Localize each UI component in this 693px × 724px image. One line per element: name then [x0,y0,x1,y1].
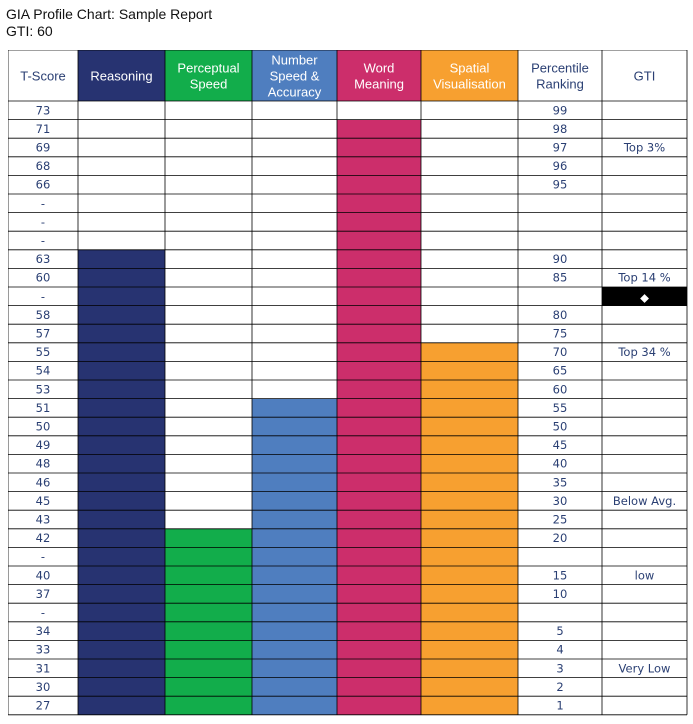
tscore-label: 55 [35,345,51,360]
tscore-label: 49 [35,438,51,453]
percentile-label: 70 [552,345,568,360]
percentile-label: 80 [552,307,568,322]
header-label-number: Number [271,52,318,68]
tscore-label: 42 [35,531,51,546]
gti-label: Below Avg. [612,493,677,508]
percentile-label: 45 [552,438,568,453]
percentile-label: 55 [552,400,568,415]
percentile-label: 3 [556,661,564,676]
percentile-label: 25 [552,512,568,527]
header-cell-spatial [421,50,518,101]
score-bar-reasoning [78,250,165,715]
gti-value-line: GTI: 60 [6,23,53,39]
tscore-label: - [40,549,46,564]
profile-chart [8,50,688,720]
gti-marker-icon: ◆ [640,290,649,305]
header-cell-word [337,50,421,101]
percentile-label: 60 [552,382,568,397]
percentile-label: 85 [552,270,568,285]
header-cell-percentile [518,50,602,101]
gti-label: Top 3% [623,140,666,155]
tscore-label: 68 [35,159,51,174]
gti-label: low [634,568,655,583]
header-label-perceptual: Perceptual [177,60,240,76]
tscore-label: 66 [35,177,51,192]
percentile-label: 30 [552,493,568,508]
gti-label: Top 14 % [618,270,671,285]
gti-label: Top 34 % [618,345,671,360]
percentile-label: 65 [552,363,568,378]
percentile-label: 35 [552,475,568,490]
tscore-label: 45 [35,493,51,508]
header-label-spatial: Visualisation [433,76,506,92]
header-label-gti: GTI [633,68,656,84]
tscore-label: 63 [35,252,51,267]
tscore-label: 27 [35,698,51,713]
percentile-label: 2 [556,679,564,694]
header-label-word: Meaning [354,76,404,92]
tscore-label: 69 [35,140,51,155]
header-label-percentile: Percentile [531,60,589,76]
tscore-label: 43 [35,512,51,527]
tscore-label: 54 [35,363,51,378]
tscore-label: 50 [35,419,51,434]
tscore-label: 51 [35,400,51,415]
percentile-label: 99 [552,103,568,118]
tscore-label: 34 [35,624,51,639]
header-label-percentile: Ranking [536,76,584,92]
percentile-label: 75 [552,326,568,341]
tscore-label: 48 [35,456,51,471]
tscore-label: 60 [35,270,51,285]
report-header [6,6,212,40]
header-cell-perceptual [165,50,252,101]
percentile-label: 90 [552,252,568,267]
tscore-label: 40 [35,568,51,583]
tscore-label: 31 [35,661,51,676]
tscore-label: 46 [35,475,51,490]
percentile-label: 96 [552,159,568,174]
tscore-label: 73 [35,103,51,118]
percentile-label: 98 [552,121,568,136]
tscore-label: 37 [35,586,51,601]
header-label-word: Word [363,60,395,76]
tscore-label: - [40,214,46,229]
header-label-reasoning: Reasoning [90,68,153,84]
percentile-label: 50 [552,419,568,434]
report-title: GIA Profile Chart: Sample Report [6,6,213,22]
header-label-spatial: Spatial [449,60,490,76]
percentile-label: 15 [552,568,568,583]
tscore-label: 58 [35,307,51,322]
percentile-label: 20 [552,531,568,546]
percentile-label: 5 [556,624,564,639]
header-label-number: Accuracy [267,84,322,100]
tscore-label: 53 [35,382,51,397]
header-label-number: Speed & [269,68,320,84]
percentile-label: 1 [556,698,564,713]
tscore-label: - [40,605,46,620]
tscore-label: 71 [35,121,51,136]
percentile-label: 10 [552,586,568,601]
score-bar-number [252,399,337,715]
tscore-label: 33 [35,642,51,657]
tscore-label: - [40,289,46,304]
percentile-label: 40 [552,456,568,471]
gti-label: Very Low [618,661,671,676]
tscore-label: - [40,233,46,248]
tscore-label: 57 [35,326,51,341]
percentile-label: 97 [552,140,568,155]
tscore-label: 30 [35,679,51,694]
percentile-label: 95 [552,177,568,192]
tscore-label: - [40,196,46,211]
percentile-label: 4 [556,642,564,657]
header-label-perceptual: Speed [189,76,228,92]
header-label-tscore: T-Score [20,68,66,84]
